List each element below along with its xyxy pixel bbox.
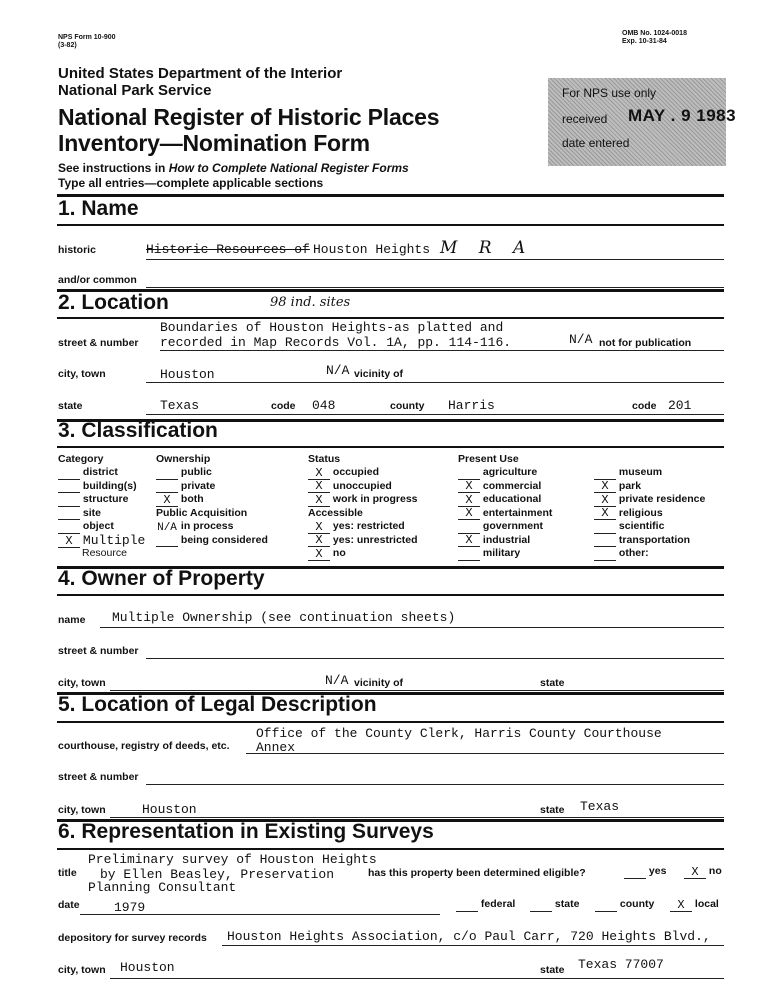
survey-title-line1: Preliminary survey of Houston Heights	[88, 852, 377, 867]
status-work-in-progress[interactable]: X work in progress	[308, 493, 418, 507]
owner-vicinity-label: vicinity of	[354, 677, 404, 689]
form-number: NPS Form 10-900	[58, 34, 116, 41]
owner-name-value: Multiple Ownership (see continuation sheets)	[112, 610, 456, 625]
depository-city-label: city, town	[58, 964, 106, 976]
field-line	[160, 350, 724, 351]
legal-state-value: Texas	[580, 799, 620, 814]
field-line	[110, 690, 724, 691]
legal-city-value: Houston	[142, 802, 197, 817]
county-label: county	[390, 400, 425, 412]
city-label: city, town	[58, 368, 106, 380]
section-2-heading: 2. Location	[58, 291, 169, 314]
section-rule	[57, 224, 724, 226]
historic-handwritten: M R A	[440, 238, 534, 258]
accessible-header: Accessible	[308, 506, 363, 519]
category-structure[interactable]: structure	[58, 493, 145, 507]
accessible-restricted[interactable]: X yes: restricted	[308, 520, 418, 534]
received-label: received	[562, 112, 608, 126]
courthouse-line2: Annex	[256, 740, 296, 755]
use-government[interactable]: government	[458, 520, 552, 534]
category-multiple[interactable]: X Multiple	[58, 534, 145, 548]
ownership-private[interactable]: private	[156, 480, 268, 494]
courthouse-label: courthouse, registry of deeds, etc.	[58, 740, 230, 752]
acquisition-being-considered[interactable]: being considered	[156, 534, 268, 548]
use-other[interactable]: other:	[594, 547, 705, 561]
legal-street-label: street & number	[58, 771, 139, 783]
status-header: Status	[308, 453, 341, 465]
eligible-yes[interactable]: yes	[624, 865, 666, 879]
level-state[interactable]: state	[530, 898, 579, 912]
field-line	[146, 259, 724, 260]
public-acquisition-header: Public Acquisition	[156, 506, 248, 519]
category-multiple-extra: Resource	[82, 547, 127, 559]
owner-city-label: city, town	[58, 677, 106, 689]
ownership-both[interactable]: X both	[156, 493, 268, 507]
use-educational[interactable]: X educational	[458, 493, 552, 507]
category-header: Category	[58, 453, 104, 465]
section-3-heading: 3. Classification	[58, 419, 218, 442]
depository-state-label: state	[540, 964, 565, 976]
service-name: National Park Service	[58, 82, 212, 99]
eligible-no[interactable]: X no	[684, 865, 722, 879]
received-date-stamp: MAY . 9 1983	[628, 106, 737, 125]
category-district[interactable]: district	[58, 466, 145, 480]
field-line	[146, 784, 724, 785]
use-scientific[interactable]: scientific	[594, 520, 705, 534]
section-1-heading: 1. Name	[58, 197, 139, 220]
omb-number: OMB No. 1024-0018	[622, 30, 687, 37]
depository-label: depository for survey records	[58, 932, 207, 944]
field-line	[222, 945, 724, 946]
field-line	[80, 914, 440, 915]
section-rule	[57, 317, 724, 319]
use-park[interactable]: X park	[594, 480, 705, 494]
county-code-value: 201	[668, 398, 692, 413]
city-value: Houston	[160, 367, 215, 382]
category-site[interactable]: site	[58, 507, 145, 521]
depository-value: Houston Heights Association, c/o Paul Carr, 720 Heights Blvd.,	[227, 929, 711, 944]
state-label: state	[58, 400, 83, 412]
use-military[interactable]: military	[458, 547, 552, 561]
section-rule	[57, 721, 724, 723]
field-line	[110, 817, 724, 818]
field-line	[146, 414, 724, 415]
level-local[interactable]: X local	[670, 898, 719, 912]
instructions-line2: Type all entries—complete applicable sections	[58, 176, 324, 190]
accessible-unrestricted[interactable]: X yes: unrestricted	[308, 534, 418, 548]
section-rule	[57, 594, 724, 596]
ownership-header: Ownership	[156, 453, 211, 465]
owner-street-label: street & number	[58, 645, 139, 657]
section-rule	[57, 446, 724, 448]
historic-name: Houston Heights	[313, 242, 431, 257]
ownership-public[interactable]: public	[156, 466, 268, 480]
survey-title-line3: Planning Consultant	[88, 880, 237, 895]
section-rule	[57, 194, 724, 197]
field-line	[146, 287, 724, 288]
field-line	[110, 978, 724, 979]
use-transportation[interactable]: transportation	[594, 534, 705, 548]
ownership-list	[156, 466, 268, 547]
form-title-line1: National Register of Historic Places	[58, 104, 440, 130]
street-line2: recorded in Map Records Vol. 1A, pp. 114-116.	[160, 335, 512, 350]
level-county[interactable]: county	[595, 898, 654, 912]
county-code-label: code	[632, 400, 657, 412]
category-list	[58, 466, 145, 561]
historic-label: historic	[58, 244, 96, 256]
instructions-line1: See instructions in How to Complete National Register Forms	[58, 161, 409, 175]
department-name: United States Department of the Interior	[58, 65, 343, 82]
owner-vicinity-na: N/A	[325, 673, 349, 688]
field-line	[146, 382, 724, 383]
form-title-line2: Inventory—Nomination Form	[58, 130, 370, 156]
courthouse-line1: Office of the County Clerk, Harris County Courthouse	[256, 726, 662, 741]
use-commercial[interactable]: X commercial	[458, 480, 552, 494]
level-federal[interactable]: federal	[456, 898, 515, 912]
legal-state-label: state	[540, 804, 565, 816]
owner-name-label: name	[58, 614, 86, 626]
field-line	[100, 627, 724, 628]
form-date: (3-82)	[58, 42, 77, 49]
section-6-heading: 6. Representation in Existing Surveys	[58, 820, 434, 843]
survey-title-label: title	[58, 867, 77, 879]
street-label: street & number	[58, 337, 139, 349]
county-value: Harris	[448, 398, 495, 413]
section-5-heading: 5. Location of Legal Description	[58, 693, 377, 716]
category-buildings[interactable]: building(s)	[58, 480, 145, 494]
depository-state-value: Texas 77007	[578, 957, 664, 972]
use-museum[interactable]: museum	[594, 466, 705, 480]
date-entered-label: date entered	[562, 136, 630, 150]
depository-city-value: Houston	[120, 960, 175, 975]
nps-use-stamp	[548, 78, 737, 166]
common-name-label: and/or common	[58, 274, 137, 286]
nps-use-label: For NPS use only	[562, 86, 657, 100]
status-occupied[interactable]: X occupied	[308, 466, 418, 480]
category-object[interactable]: object	[58, 520, 145, 534]
section-rule	[57, 848, 724, 850]
owner-state-label: state	[540, 677, 565, 689]
street-line1: Boundaries of Houston Heights-as platted and	[160, 320, 504, 335]
status-list	[308, 466, 418, 561]
section-4-heading: 4. Owner of Property	[58, 567, 265, 590]
location-handwritten-note: 98 ind. sites	[270, 295, 351, 310]
state-code-value: 048	[312, 398, 336, 413]
not-publication-label: not for publication	[599, 337, 692, 349]
survey-date-value: 1979	[114, 900, 146, 915]
use-agriculture[interactable]: agriculture	[458, 466, 552, 480]
use-industrial[interactable]: X industrial	[458, 534, 552, 548]
field-line	[246, 753, 724, 754]
vicinity-na: N/A	[326, 363, 350, 378]
use-religious[interactable]: X religious	[594, 507, 705, 521]
survey-title-line2: by Ellen Beasley, Preservation	[100, 867, 335, 882]
field-line	[146, 658, 724, 659]
present-use-list-2	[594, 466, 705, 561]
accessible-no[interactable]: X no	[308, 547, 418, 561]
historic-struck-text: Historic Resources of	[146, 242, 310, 257]
state-code-label: code	[271, 400, 296, 412]
acquisition-in-process[interactable]: N/A in process	[157, 520, 234, 534]
survey-date-label: date	[58, 899, 80, 911]
omb-expiration: Exp. 10-31-84	[622, 38, 667, 45]
state-value: Texas	[160, 398, 200, 413]
use-entertainment[interactable]: X entertainment	[458, 507, 552, 521]
not-publication-na: N/A	[569, 332, 593, 347]
use-private-residence[interactable]: X private residence	[594, 493, 705, 507]
legal-city-label: city, town	[58, 804, 106, 816]
present-use-header: Present Use	[458, 453, 519, 465]
present-use-list-1	[458, 466, 552, 561]
status-unoccupied[interactable]: X unoccupied	[308, 480, 418, 494]
eligible-question: has this property been determined eligible?	[368, 867, 586, 879]
vicinity-label: vicinity of	[354, 368, 404, 380]
